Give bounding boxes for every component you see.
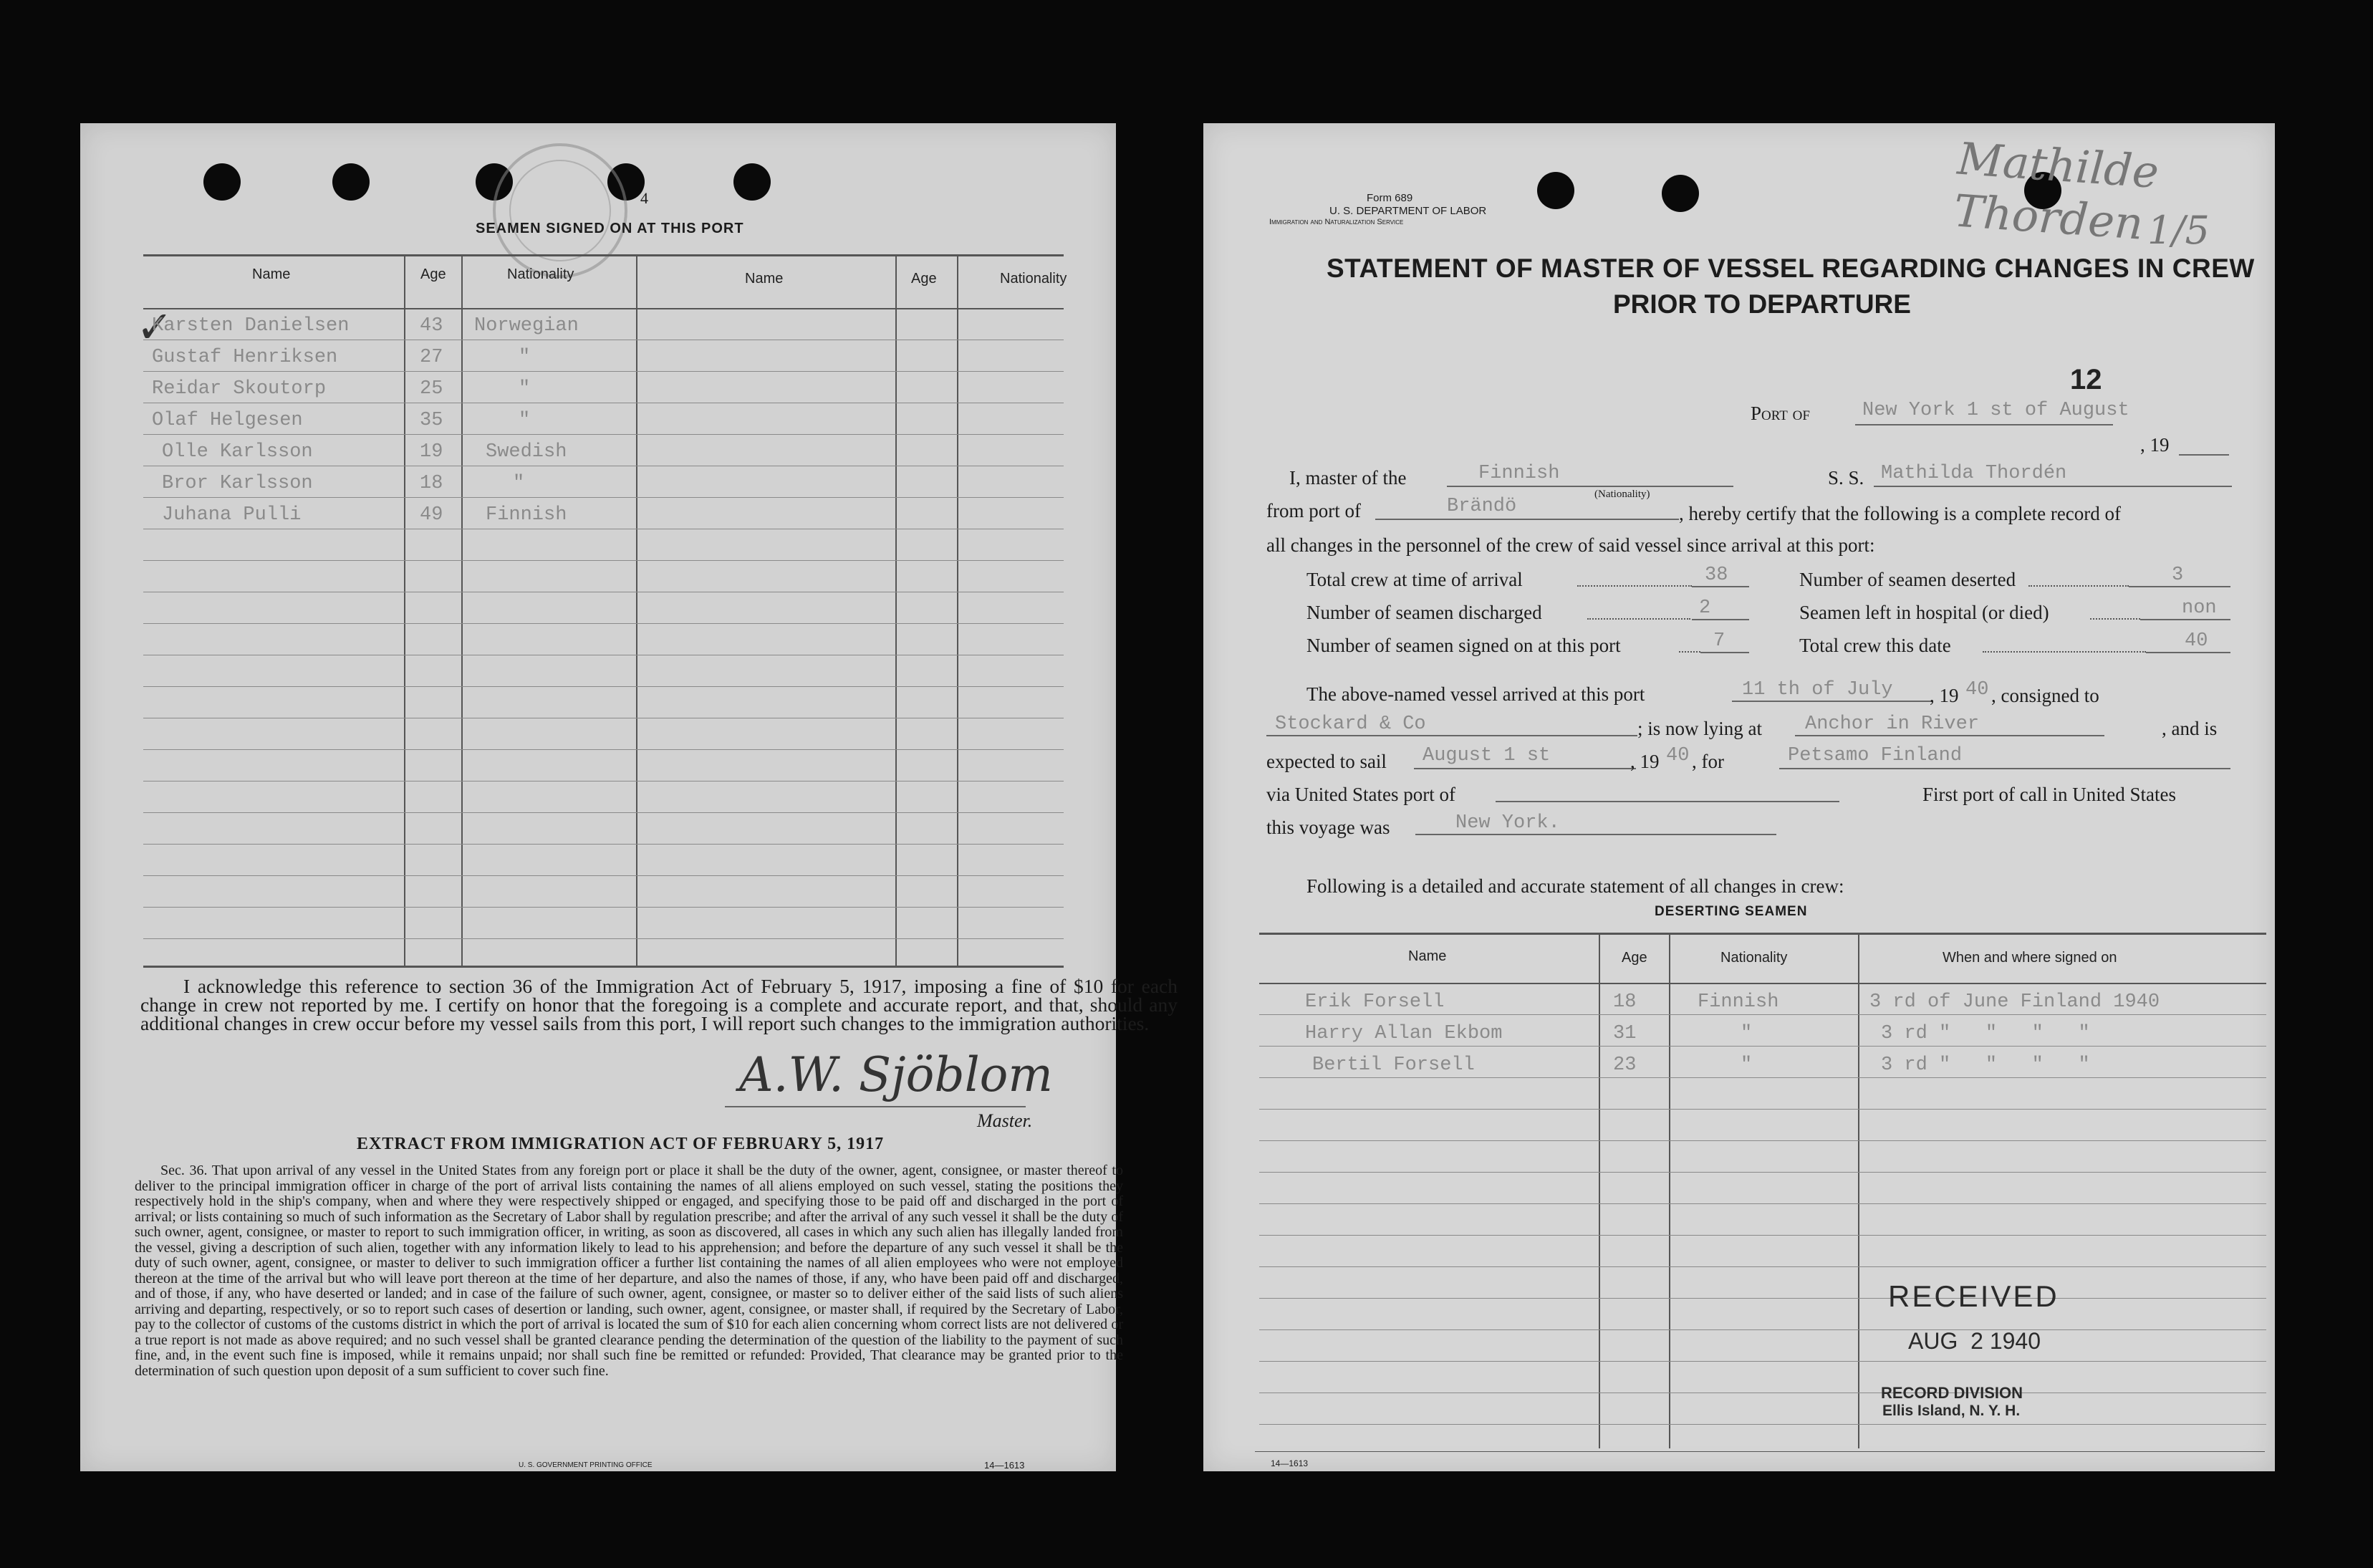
seaman-name: Gustaf Henriksen [152, 347, 338, 368]
total-arrival-value: 38 [1705, 564, 1728, 586]
right-page [1203, 123, 2275, 1471]
page-mark: 12 [2070, 364, 2102, 395]
ss-label: S. S. [1828, 467, 1864, 489]
deserter-name: Erik Forsell [1305, 991, 1445, 1013]
via-label: via United States port of [1266, 784, 1455, 805]
deserted-label: Number of seamen deserted [1799, 569, 2016, 590]
from-port-value: Brändö [1447, 496, 1517, 517]
total-arrival-label: Total crew at time of arrival [1306, 569, 1523, 590]
seaman-name: Olaf Helgesen [152, 410, 303, 431]
discharged-label: Number of seamen discharged [1306, 602, 1542, 623]
table-rule [1259, 1424, 2266, 1425]
total-date-value: 40 [2185, 630, 2208, 652]
column-header-nationality: Nationality [1000, 271, 1067, 287]
punch-hole [1662, 175, 1699, 212]
received-label: RECEIVED [1888, 1279, 2059, 1313]
table-rule [1259, 1266, 2266, 1267]
for-label: , for [1692, 751, 1724, 772]
signed-on-value: 7 [1713, 630, 1725, 652]
check-mark-icon: ✓ [136, 304, 173, 352]
deserter-name: Harry Allan Ekbom [1305, 1023, 1503, 1044]
deserter-signed: 3 rd of June Finland 1940 [1869, 991, 2160, 1013]
voyage-label: this voyage was [1266, 817, 1390, 838]
destination: Petsamo Finland [1788, 745, 1963, 766]
table-rule [1259, 1361, 2266, 1362]
seaman-nationality: " [519, 347, 531, 368]
port-label: Port of [1751, 403, 1810, 424]
form-code: 14—1613 [1271, 1458, 1309, 1468]
seaman-name: Reidar Skoutorp [152, 378, 327, 400]
deserter-nationality: " [1741, 1054, 1753, 1076]
seaman-age: 43 [420, 315, 443, 337]
following-text: Following is a detailed and accurate statement of all changes in crew: [1306, 875, 1844, 897]
immigration-seal-icon [474, 132, 646, 289]
arrived-date: 11 th of July [1742, 679, 1893, 701]
deserter-name: Bertil Forsell [1312, 1054, 1475, 1076]
master-signature: A.W. Sjöblom [739, 1047, 1053, 1102]
seaman-name: Olle Karlsson [162, 441, 313, 463]
punch-hole [332, 163, 370, 201]
and-is-label: , and is [2162, 718, 2218, 739]
ellis-island: Ellis Island, N. Y. H. [1882, 1403, 2021, 1419]
column-header-age: Age [911, 271, 937, 287]
certify-text: , hereby certify that the following is a complete record of [1679, 503, 2122, 524]
table-rule [1259, 1235, 2266, 1236]
master-label: Master. [977, 1110, 1033, 1131]
voyage-value: New York. [1455, 812, 1560, 834]
lying-label: ; is now lying at [1637, 718, 1762, 739]
total-date-label: Total crew this date [1799, 635, 1951, 656]
deserter-age: 31 [1613, 1023, 1637, 1044]
column-header-name: Name [1408, 948, 1447, 964]
master-of-label: I, master of the [1289, 467, 1407, 489]
table-rule [1259, 1014, 2266, 1015]
deserter-age: 18 [1613, 991, 1637, 1013]
seaman-age: 19 [420, 441, 443, 463]
lying-at: Anchor in River [1805, 713, 1980, 735]
seaman-nationality: Norwegian [474, 315, 579, 337]
sail-label: expected to sail [1266, 751, 1387, 772]
sail-date: August 1 st [1423, 745, 1551, 766]
signed-on-label: Number of seamen signed on at this port [1306, 635, 1621, 656]
seaman-nationality: Swedish [486, 441, 567, 463]
seaman-age: 27 [420, 347, 443, 368]
table-rule [143, 844, 1064, 845]
deserted-value: 3 [2172, 564, 2184, 586]
first-call-label: First port of call in United States [1922, 784, 2176, 805]
printer-credit: U. S. GOVERNMENT PRINTING OFFICE [519, 1461, 653, 1469]
consignee: Stockard & Co [1275, 713, 1426, 735]
hospital-label: Seamen left in hospital (or died) [1799, 602, 2049, 623]
arrived-year-prefix: , 19 [1930, 685, 1959, 706]
table-rule [1259, 1329, 2266, 1330]
punch-hole [203, 163, 241, 201]
discharged-value: 2 [1699, 597, 1711, 619]
table-rule [1259, 1172, 2266, 1173]
hospital-value: non [2182, 597, 2217, 619]
seaman-nationality: " [519, 410, 531, 431]
department: U. S. DEPARTMENT OF LABOR [1329, 205, 1487, 217]
deserter-nationality: " [1741, 1023, 1753, 1044]
table-rule [143, 875, 1064, 876]
table-rule [1259, 1203, 2266, 1204]
record-division: RECORD DIVISION [1881, 1384, 2023, 1402]
table-rule [143, 938, 1064, 939]
table-rule [1259, 1298, 2266, 1299]
deserter-signed: 3 rd " " " " [1881, 1054, 2090, 1076]
vessel-name: Mathilda Thordén [1881, 463, 2067, 484]
extract-text: Sec. 36. That upon arrival of any vessel in the United States from any foreign port or place it shall be the duty of the owner, agent, consignee, or master thereof to deliver to the principal immigration officer in charge of the port of arrival lists containing the names of all aliens employed on such vessel, stating the positions they respectively hold in the ship's company, when and where they were respectively shipped or engaged, and specifying those to be paid off and discharged in the port of arrival; or lists containing so much of such information as the Secretary of Labor shall by regulation prescribe; and after the arrival of any such vessel it shall be the duty of such owner, agent, consignee, or master to report to such immigration officer, in writing, as soon as discovered, all cases in which any such alien has illegally landed from the vessel, giving a description of such alien, together with any information likely to lead to his apprehension; and before the departure of any such vessel it shall be the duty of such owner, agent, consignee, or master to deliver to such immigration officer a further list containing the names of all alien employees who were not employed thereon at the time of the arrival but who will leave port thereon at the time of her departure, and also the names of those, if any, who have been paid off and discharged, and of those, if any, who have deserted or landed; and in case of the failure of such owner, agent, consignee, or master so to deliver either of the said lists of such aliens arriving and departing, respectively, or so to report such cases of desertion or landing, such owner, agent, consignee, or master shall, if required by the Secretary of Labor, pay to the collector of customs of the customs district in which the port of arrival is located the sum of $10 for each alien concerning whom correct lists are not delivered or a true report is not made as above required; and no such vessel shall be granted clearance pending the determination of the question of the liability to the payment of such fine, and, in the event such fine is imposed, while it remains unpaid; nor shall such fine be remitted or refunded: Provided, That clearance may be granted prior to the determination of such question upon deposit of a sum sufficient to cover such fine. [135, 1163, 1123, 1379]
table-rule [1259, 1046, 2266, 1047]
acknowledgement-text: I acknowledge this reference to section 36 of the Immigration Act of February 5, 1917, imposing a fine of $10 for each change in crew not reported by me. I certify on honor that the foregoing is a complete and accurate report, and that, should any additional changes in crew occur before my vessel sails from this port, I will report such changes to the immigration authorities. [140, 975, 1178, 1034]
punch-hole [733, 163, 771, 201]
punch-hole [1537, 172, 1574, 209]
seaman-age: 25 [420, 378, 443, 400]
table-rule [143, 812, 1064, 813]
table-rule [143, 371, 1064, 372]
seaman-nationality: " [513, 473, 525, 494]
arrived-year: 40 [1965, 679, 1989, 701]
form-title: STATEMENT OF MASTER OF VESSEL REGARDING CHANGES IN CREW [1327, 254, 2255, 283]
port-value: New York 1 st of August [1862, 400, 2129, 421]
seaman-nationality: " [519, 378, 531, 400]
table-rule [143, 749, 1064, 750]
seaman-age: 35 [420, 410, 443, 431]
seaman-name: Bror Karlsson [162, 473, 313, 494]
sail-year-prefix: , 19 [1630, 751, 1660, 772]
column-header-nationality: Nationality [1720, 950, 1788, 966]
year-prefix: , 19 [2140, 434, 2170, 456]
table-rule [143, 497, 1064, 498]
arrived-label: The above-named vessel arrived at this port [1306, 683, 1645, 705]
seaman-age: 18 [420, 473, 443, 494]
left-page [80, 123, 1178, 1471]
table-rule [1259, 1109, 2266, 1110]
form-subtitle: PRIOR TO DEPARTURE [1613, 289, 1911, 319]
service: Immigration and Naturalization Service [1269, 218, 1404, 226]
seaman-age: 49 [420, 504, 443, 526]
nationality-value: Finnish [1478, 463, 1560, 484]
stamp-number: 4 [640, 189, 648, 207]
column-header-age: Age [420, 266, 446, 282]
table-rule [1259, 1077, 2266, 1078]
consigned-label: , consigned to [1991, 685, 2099, 706]
received-date: AUG 2 1940 [1908, 1328, 2041, 1354]
form-number: Form 689 [1367, 192, 1413, 204]
column-header-name: Name [252, 266, 291, 282]
column-header-nationality: Nationality [507, 266, 574, 282]
handwritten-fraction: 1/5 [2147, 208, 2210, 253]
table-rule [143, 686, 1064, 687]
column-header-when-where: When and where signed on [1943, 950, 2117, 966]
table-rule [143, 907, 1064, 908]
seaman-name: Karsten Danielsen [152, 315, 350, 337]
table-rule [143, 623, 1064, 624]
extract-title: EXTRACT FROM IMMIGRATION ACT OF FEBRUARY 5, 1917 [357, 1135, 885, 1153]
seaman-name: Juhana Pulli [162, 504, 302, 526]
sail-year: 40 [1666, 745, 1690, 766]
deserter-nationality: Finnish [1698, 991, 1779, 1013]
certify-text-2: all changes in the personnel of the crew of said vessel since arrival at this port: [1266, 534, 1875, 556]
column-header-age: Age [1622, 950, 1647, 966]
table-rule [143, 560, 1064, 561]
seaman-nationality: Finnish [486, 504, 567, 526]
from-port-label: from port of [1266, 500, 1361, 521]
table-title: SEAMEN SIGNED ON AT THIS PORT [476, 221, 744, 236]
column-header-name: Name [745, 271, 784, 287]
deserting-title: DESERTING SEAMEN [1655, 904, 1808, 919]
nationality-caption: (Nationality) [1594, 489, 1650, 500]
table-rule [143, 434, 1064, 435]
deserter-signed: 3 rd " " " " [1881, 1023, 2090, 1044]
deserter-age: 23 [1613, 1054, 1637, 1076]
handwritten-vessel-name: Mathilde Thorden [1952, 132, 2161, 250]
form-code: 14—1613 [984, 1460, 1025, 1471]
table-rule [1259, 1140, 2266, 1141]
